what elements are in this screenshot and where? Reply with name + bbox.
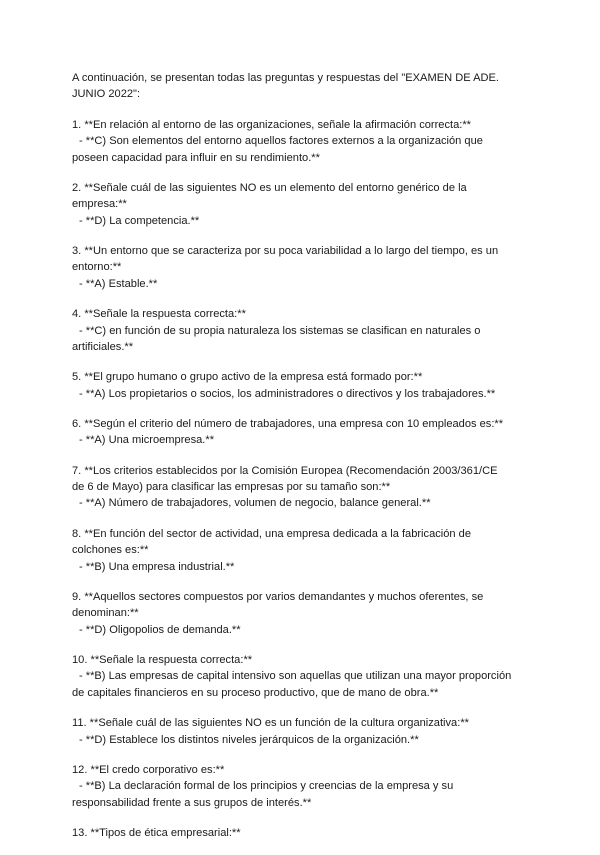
question-text: 8. **En función del sector de actividad, una empresa dedicada a la fabricación de colchones es:** bbox=[72, 527, 472, 557]
question-text: 10. **Señale la respuesta correcta:** bbox=[72, 653, 253, 666]
qa-item-2 bbox=[72, 180, 512, 229]
qa-item-6 bbox=[72, 416, 512, 449]
qa-item-7 bbox=[72, 463, 512, 512]
question-text: 13. **Tipos de ética empresarial:** bbox=[72, 826, 241, 839]
answer-text-content: - **B) Las empresas de capital intensivo son aquellas que utilizan una mayor proporción de capitales financieros en su proceso productivo, que de mano de obra.** bbox=[72, 670, 512, 699]
answer-text-content: - **B) Una empresa industrial.** bbox=[79, 560, 235, 573]
answer-text-content: - **D) Establece los distintos niveles jerárquicos de la organización.** bbox=[79, 733, 419, 746]
answer-text bbox=[72, 432, 512, 448]
answer-text bbox=[72, 323, 512, 356]
qa-item-9 bbox=[72, 589, 512, 638]
answer-text-content: - **A) Número de trabajadores, volumen de negocio, balance general.** bbox=[79, 497, 431, 510]
question-text: 2. **Señale cuál de las siguientes NO es un elemento del entorno genérico de la empresa:** bbox=[72, 181, 467, 211]
answer-text bbox=[72, 559, 512, 575]
qa-item-12 bbox=[72, 762, 512, 811]
answer-text-content: - **B) La declaración formal de los principios y creencias de la empresa y su responsabilidad frente a sus grupos de interés.** bbox=[72, 780, 454, 809]
question-text: 1. **En relación al entorno de las organizaciones, señale la afirmación correcta:** bbox=[72, 118, 471, 131]
answer-text bbox=[72, 386, 512, 402]
question-text: 3. **Un entorno que se caracteriza por su poca variabilidad a lo largo del tiempo, es un entorno:** bbox=[72, 245, 499, 274]
answer-text bbox=[72, 276, 512, 292]
answer-text bbox=[72, 778, 512, 811]
question-text: 11. **Señale cuál de las siguientes NO es un función de la cultura organizativa:** bbox=[72, 717, 469, 730]
question-text: 7. **Los criterios establecidos por la Comisión Europea (Recomendación 2003/361/CE de 6 de Mayo) para clasificar las empresas por su tamaño son:** bbox=[72, 464, 498, 494]
answer-text bbox=[72, 668, 512, 701]
qa-item-13 bbox=[72, 825, 512, 841]
qa-item-8 bbox=[72, 526, 512, 575]
answer-text bbox=[72, 732, 512, 748]
qa-item-5 bbox=[72, 369, 512, 402]
qa-item-11 bbox=[72, 715, 512, 748]
question-text: 5. **El grupo humano o grupo activo de la empresa está formado por:** bbox=[72, 371, 423, 384]
answer-text-content: - **D) Oligopolios de demanda.** bbox=[79, 623, 241, 636]
document-page bbox=[72, 70, 512, 855]
question-text: 12. **El credo corporativo es:** bbox=[72, 763, 225, 776]
qa-item-10 bbox=[72, 652, 512, 701]
question-text: 6. **Según el criterio del número de trabajadores, una empresa con 10 empleados es:** bbox=[72, 417, 504, 430]
answer-text-content: - **A) Los propietarios o socios, los administradores o directivos y los trabajadores.** bbox=[79, 387, 496, 400]
answer-text bbox=[72, 622, 512, 638]
answer-text bbox=[72, 495, 512, 511]
answer-text-content: - **A) Estable.** bbox=[79, 277, 158, 290]
answer-text-content: - **A) Una microempresa.** bbox=[79, 434, 215, 447]
question-text: 9. **Aquellos sectores compuestos por varios demandantes y muchos oferentes, se denominan:** bbox=[72, 590, 484, 620]
answer-text bbox=[72, 133, 512, 166]
qa-item-4 bbox=[72, 306, 512, 355]
qa-item-3 bbox=[72, 243, 512, 292]
answer-text bbox=[72, 213, 512, 229]
qa-item-1 bbox=[72, 117, 512, 166]
answer-text-content: - **C) Son elementos del entorno aquellos factores externos a la organización que poseen capacidad para influir en su rendimiento.** bbox=[72, 135, 483, 164]
answer-text-content: - **D) La competencia.** bbox=[79, 214, 200, 227]
question-text: 4. **Señale la respuesta correcta:** bbox=[72, 308, 246, 321]
intro-text: A continuación, se presentan todas las preguntas y respuestas del "EXAMEN DE ADE. JUNIO 2022": bbox=[72, 72, 499, 101]
answer-text-content: - **C) en función de su propia naturaleza los sistemas se clasifican en naturales o artificiales.** bbox=[72, 324, 481, 353]
